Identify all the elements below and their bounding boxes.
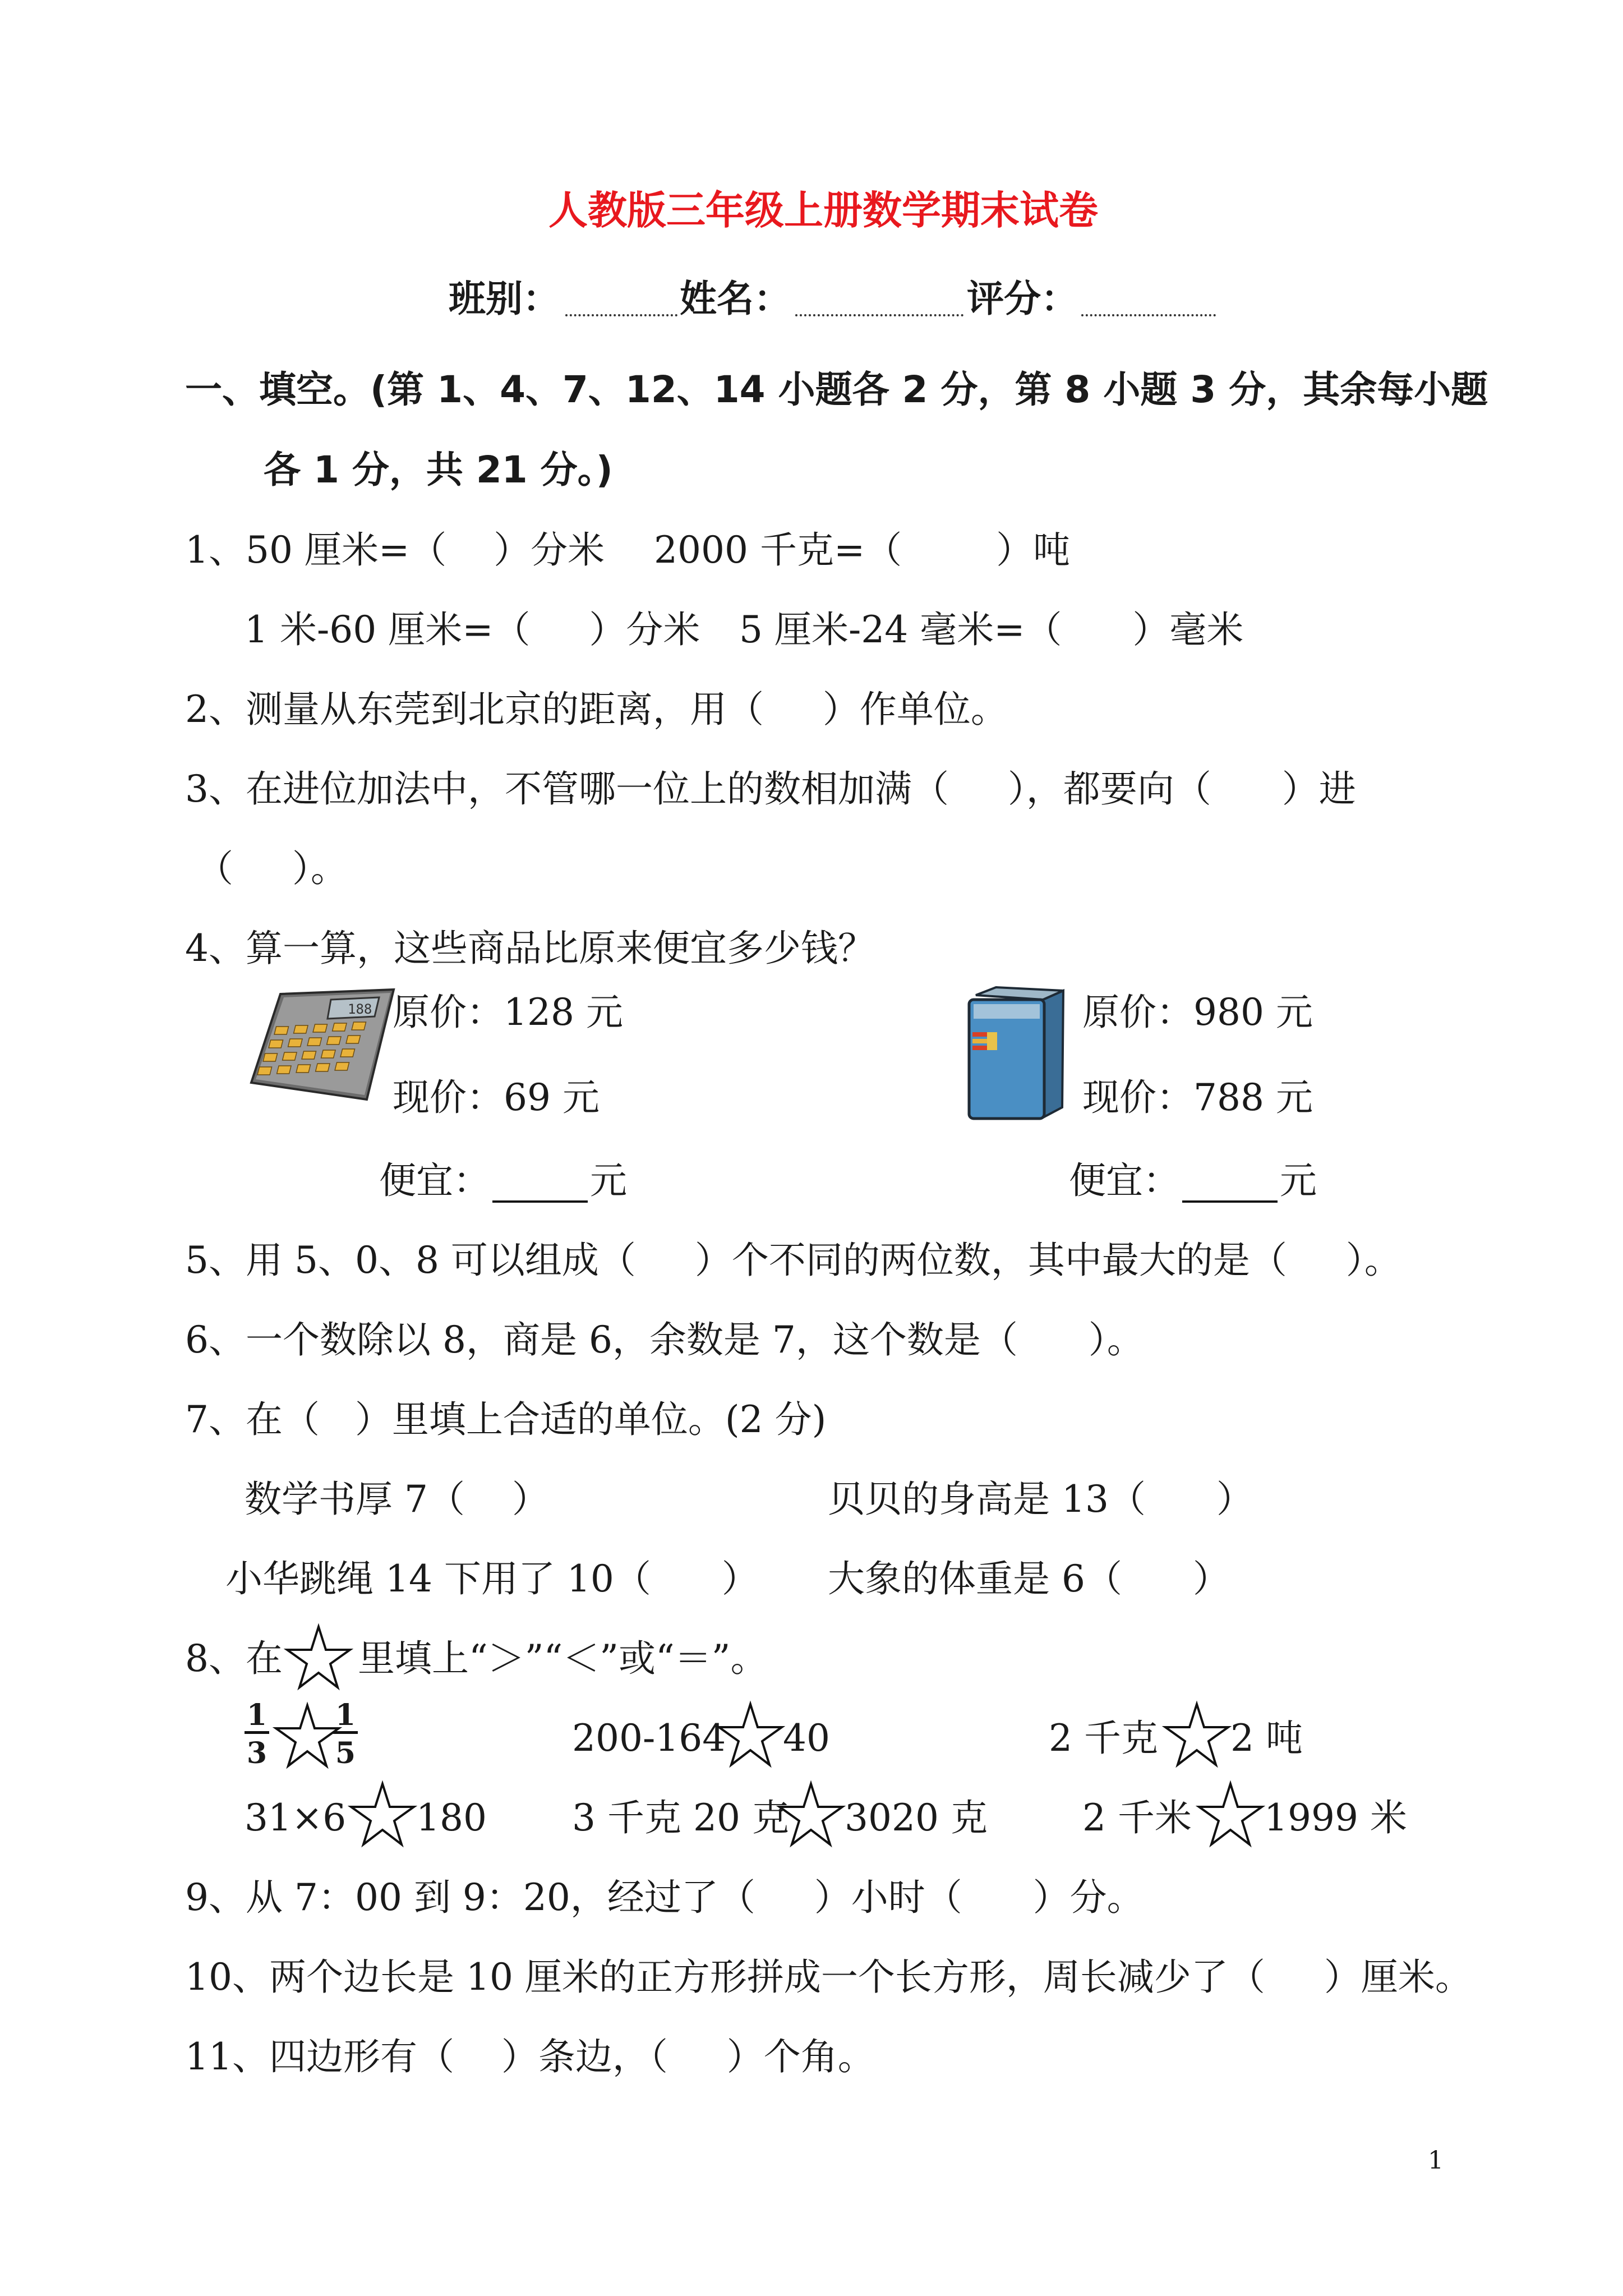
fraction-2-bar bbox=[333, 1731, 358, 1734]
calculator-display: 188 bbox=[348, 1001, 372, 1017]
refrigerator-icon bbox=[965, 987, 1066, 1122]
question-3: 3、在进位加法中，不管哪一位上的数相加满（ ），都要向（ ）进 bbox=[185, 767, 1356, 811]
compare-2-right: 40 bbox=[783, 1717, 830, 1760]
question-6: 6、一个数除以 8，商是 6，余数是 7，这个数是（ ）。 bbox=[185, 1318, 1144, 1361]
question-11: 11、四边形有（ ）条边，（ ）个角。 bbox=[185, 2035, 875, 2078]
question-1d: 5 厘米-24 毫米=（ ）毫米 bbox=[739, 608, 1244, 651]
compare-3-left: 2 千克 bbox=[1049, 1717, 1158, 1760]
compare-4-right: 180 bbox=[416, 1796, 487, 1839]
name-field[interactable] bbox=[795, 314, 963, 316]
name-label: 姓名： bbox=[680, 277, 791, 320]
item2-current-price: 现价：788 元 bbox=[1082, 1076, 1313, 1119]
score-label: 评分： bbox=[967, 277, 1078, 320]
item2-cheaper-label: 便宜： bbox=[1069, 1159, 1180, 1202]
star-icon[interactable] bbox=[777, 1782, 845, 1849]
compare-2-left: 200-164 bbox=[572, 1717, 726, 1760]
question-7b: 贝贝的身高是 13（ ） bbox=[828, 1478, 1253, 1521]
page-number: 1 bbox=[1428, 2146, 1444, 2175]
fraction-1-denominator: 3 bbox=[246, 1736, 268, 1770]
compare-6-left: 2 千米 bbox=[1082, 1796, 1192, 1839]
compare-5-right: 3020 克 bbox=[845, 1796, 988, 1839]
item1-current-price: 现价：69 元 bbox=[393, 1076, 600, 1119]
question-5: 5、用 5、0、8 可以组成（ ）个不同的两位数，其中最大的是（ ）。 bbox=[185, 1239, 1401, 1282]
star-icon[interactable] bbox=[349, 1782, 416, 1849]
class-label: 班别： bbox=[449, 277, 560, 320]
item2-answer-field[interactable] bbox=[1182, 1200, 1278, 1203]
question-8-prefix: 8、在 bbox=[185, 1637, 283, 1680]
star-icon[interactable] bbox=[274, 1703, 341, 1770]
question-10: 10、两个边长是 10 厘米的正方形拼成一个长方形，周长减少了（ ）厘米。 bbox=[185, 1955, 1472, 1999]
section-heading: 一、填空。(第 1、4、7、12、14 小题各 2 分，第 8 小题 3 分，其余每小题 bbox=[185, 368, 1488, 411]
question-3-cont: （ ）。 bbox=[196, 847, 348, 890]
fraction-2-denominator: 5 bbox=[335, 1736, 356, 1770]
compare-4-left: 31×6 bbox=[245, 1796, 347, 1839]
question-4: 4、算一算，这些商品比原来便宜多少钱？ bbox=[185, 927, 875, 970]
compare-5-left: 3 千克 20 克 bbox=[572, 1796, 789, 1839]
question-8-text: 里填上“＞”“＜”或“＝”。 bbox=[358, 1637, 768, 1680]
page-title: 人教版三年级上册数学期末试卷 bbox=[548, 187, 1098, 233]
question-7c: 小华跳绳 14 下用了 10（ ） bbox=[225, 1557, 759, 1600]
question-7a: 数学书厚 7（ ） bbox=[245, 1478, 549, 1521]
item1-answer-field[interactable] bbox=[492, 1200, 588, 1203]
star-icon[interactable] bbox=[1197, 1782, 1264, 1849]
question-1a: 1、50 厘米=（ ）分米 bbox=[185, 528, 605, 572]
score-field[interactable] bbox=[1081, 314, 1216, 316]
fraction-1-bar bbox=[245, 1731, 269, 1734]
question-9: 9、从 7：00 到 9：20，经过了（ ）小时（ ）分。 bbox=[185, 1876, 1144, 1919]
compare-3-right: 2 吨 bbox=[1230, 1717, 1303, 1760]
item1-unit: 元 bbox=[590, 1159, 627, 1202]
star-icon[interactable] bbox=[717, 1702, 784, 1769]
class-field[interactable] bbox=[565, 314, 677, 316]
star-icon[interactable] bbox=[1163, 1702, 1230, 1769]
calculator-icon bbox=[247, 987, 398, 1105]
compare-6-right: 1999 米 bbox=[1264, 1796, 1407, 1839]
fraction-2-numerator: 1 bbox=[335, 1698, 356, 1732]
question-1c: 1 米-60 厘米=（ ）分米 bbox=[245, 608, 700, 651]
question-2: 2、测量从东莞到北京的距离，用（ ）作单位。 bbox=[185, 688, 1008, 731]
section-heading-cont: 各 1 分，共 21 分。) bbox=[264, 448, 613, 491]
star-icon bbox=[285, 1625, 352, 1692]
fraction-1-numerator: 1 bbox=[246, 1698, 268, 1732]
question-7d: 大象的体重是 6（ ） bbox=[828, 1557, 1230, 1600]
question-1b: 2000 千克=（ ）吨 bbox=[654, 528, 1071, 572]
item2-unit: 元 bbox=[1280, 1159, 1317, 1202]
item1-original-price: 原价：128 元 bbox=[393, 991, 623, 1034]
item2-original-price: 原价：980 元 bbox=[1082, 991, 1313, 1034]
item1-cheaper-label: 便宜： bbox=[379, 1159, 490, 1202]
question-7: 7、在（ ）里填上合适的单位。(2 分) bbox=[185, 1398, 827, 1441]
